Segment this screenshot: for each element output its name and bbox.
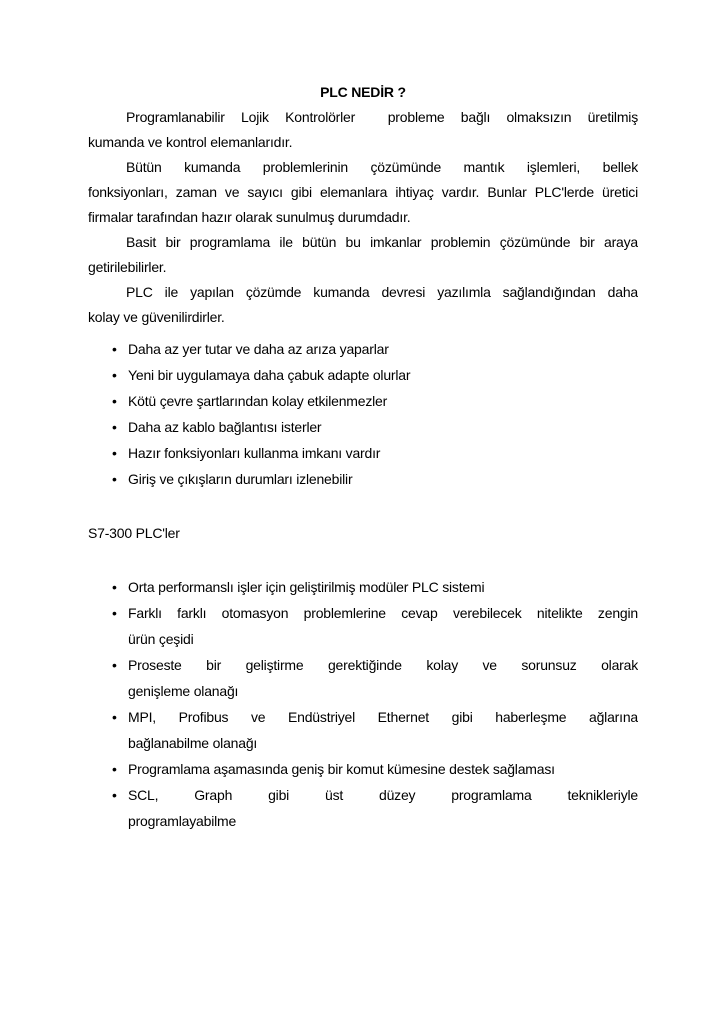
- bullet-icon: •: [112, 393, 117, 409]
- list-item: [88, 574, 638, 600]
- list-item: [88, 362, 638, 388]
- text-line: Proseste bir geliştirme gerektiğinde kolay ve sorunsuz olarak: [128, 657, 638, 673]
- list-item: [88, 704, 638, 756]
- bullet-icon: •: [112, 419, 117, 435]
- text-line: MPI, Profibus ve Endüstriyel Ethernet gibi haberleşme ağlarına: [128, 709, 638, 725]
- text-line: Kötü çevre şartlarından kolay etkilenmezler: [128, 393, 388, 409]
- paragraph: [88, 105, 638, 155]
- page-content: [88, 80, 638, 834]
- list-item: [88, 336, 638, 362]
- bullet-list-s7300: [88, 574, 638, 834]
- text-line: Programlanabilir Lojik Kontrolörler probleme bağlı olmaksızın üretilmiş: [126, 109, 638, 125]
- text-line: bağlanabilme olanağı: [128, 735, 258, 751]
- bullet-list-advantages: [88, 336, 638, 492]
- list-item: [88, 756, 638, 782]
- text-line: kumanda ve kontrol elemanlarıdır.: [88, 134, 293, 150]
- text-line: Programlama aşamasında geniş bir komut kümesine destek sağlaması: [128, 761, 555, 777]
- bullet-icon: •: [112, 709, 117, 725]
- paragraph: [88, 280, 638, 330]
- list-item: [88, 652, 638, 704]
- text-line: PLC ile yapılan çözümde kumanda devresi yazılımla sağlandığından daha: [126, 284, 638, 300]
- list-item: [88, 600, 638, 652]
- text-line: getirilebilirler.: [88, 259, 167, 275]
- bullet-icon: •: [112, 605, 117, 621]
- bullet-icon: •: [112, 367, 117, 383]
- text-line: Daha az yer tutar ve daha az arıza yaparlar: [128, 341, 389, 357]
- bullet-icon: •: [112, 657, 117, 673]
- paragraph: [88, 230, 638, 280]
- text-line: programlayabilme: [128, 813, 237, 829]
- text-line: fonksiyonları, zaman ve sayıcı gibi elemanlara ihtiyaç vardır. Bunlar PLC'lerde üretici: [88, 184, 638, 200]
- bullet-icon: •: [112, 445, 117, 461]
- section-heading-s7300: S7-300 PLC'ler: [88, 525, 180, 541]
- text-line: Daha az kablo bağlantısı isterler: [128, 419, 322, 435]
- list-item: [88, 414, 638, 440]
- text-line: SCL, Graph gibi üst düzey programlama teknikleriyle: [128, 787, 638, 803]
- list-item: [88, 466, 638, 492]
- text-line: Hazır fonksiyonları kullanma imkanı vardır: [128, 445, 381, 461]
- text-line: Basit bir programlama ile bütün bu imkanlar problemin çözümünde bir araya: [126, 234, 638, 250]
- bullet-icon: •: [112, 579, 117, 595]
- bullet-icon: •: [112, 341, 117, 357]
- page-title: PLC NEDİR ?: [320, 84, 406, 100]
- bullet-icon: •: [112, 471, 117, 487]
- text-line: genişleme olanağı: [128, 683, 239, 699]
- bullet-icon: •: [112, 761, 117, 777]
- text-line: Bütün kumanda problemlerinin çözümünde mantık işlemleri, bellek: [126, 159, 638, 175]
- text-line: ürün çeşidi: [128, 631, 194, 647]
- text-line: firmalar tarafından hazır olarak sunulmuş durumdadır.: [88, 209, 411, 225]
- text-line: Farklı farklı otomasyon problemlerine cevap verebilecek nitelikte zengin: [128, 605, 638, 621]
- text-line: Giriş ve çıkışların durumları izlenebilir: [128, 471, 353, 487]
- list-item: [88, 782, 638, 834]
- list-item: [88, 440, 638, 466]
- paragraph: [88, 155, 638, 230]
- bullet-icon: •: [112, 787, 117, 803]
- text-line: Yeni bir uygulamaya daha çabuk adapte olurlar: [128, 367, 411, 383]
- list-item: [88, 388, 638, 414]
- text-line: Orta performanslı işler için geliştirilmiş modüler PLC sistemi: [128, 579, 485, 595]
- text-line: kolay ve güvenilirdirler.: [88, 309, 225, 325]
